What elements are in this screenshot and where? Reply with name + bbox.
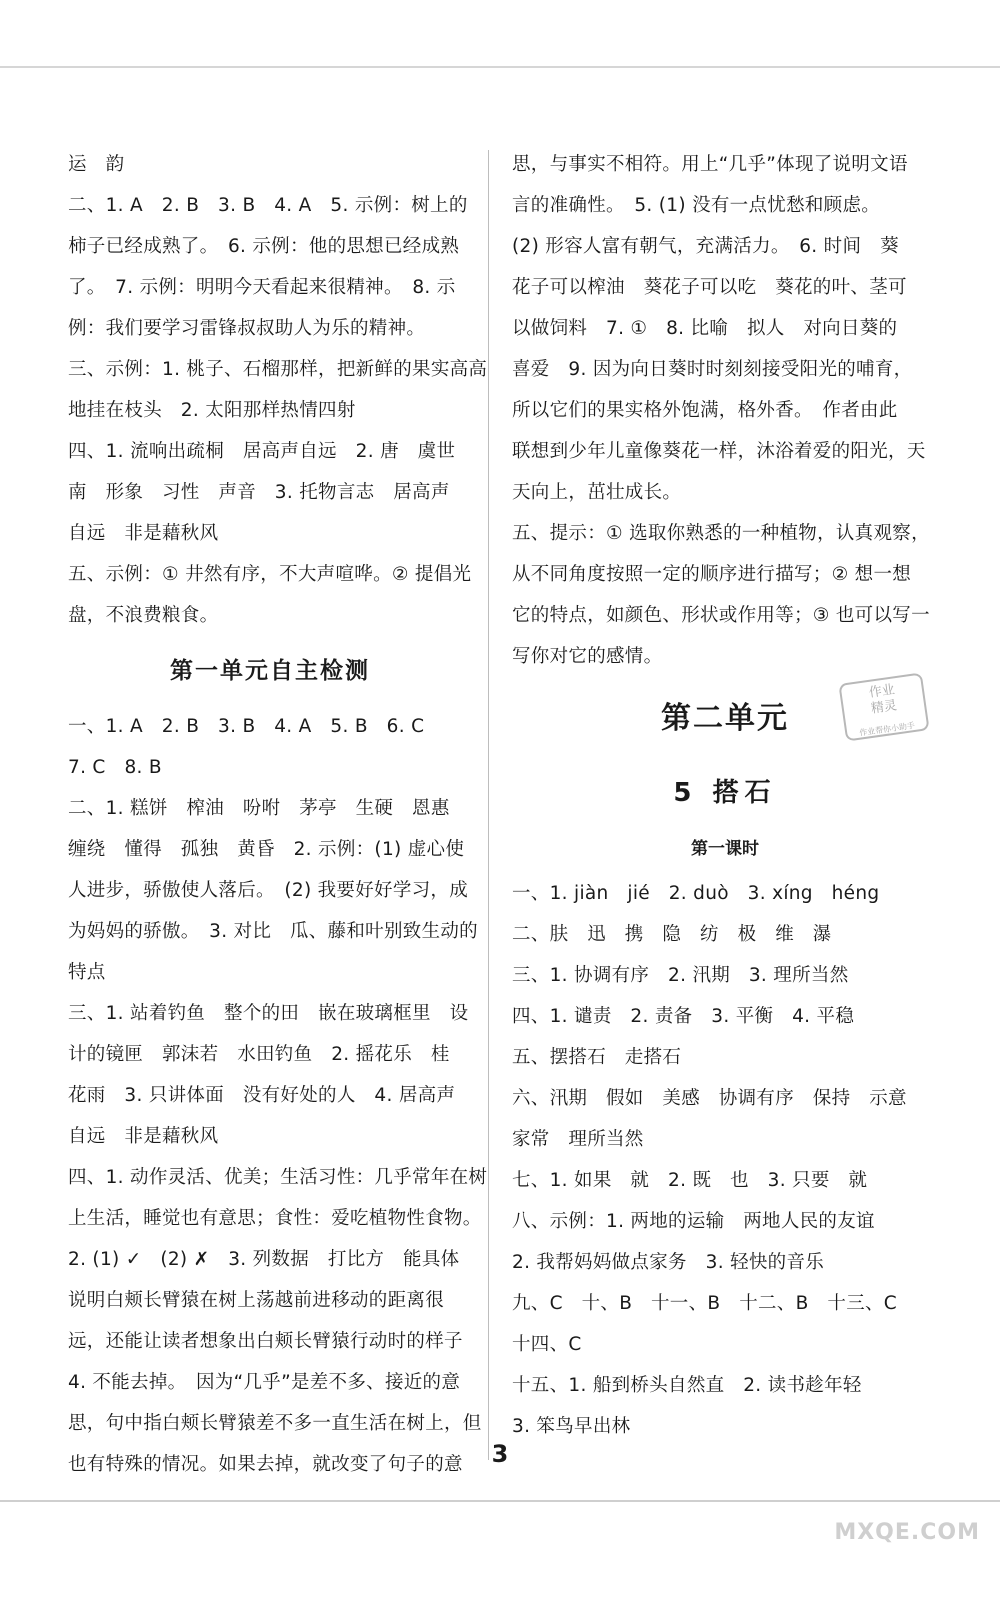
answer-line: 也有特殊的情况。如果去掉，就改变了句子的意	[68, 1454, 463, 1475]
answer-line: 计的镜匣 郭沫若 水田钓鱼 2. 摇花乐 桂	[68, 1044, 450, 1065]
answer-line: 自远 非是藉秋风	[68, 523, 219, 544]
answer-line: 二、1. A 2. B 3. B 4. A 5. 示例：树上的	[68, 195, 468, 216]
site-watermark: MXQE.COM	[834, 1520, 980, 1545]
answer-line: 一、1. A 2. B 3. B 4. A 5. B 6. C	[68, 716, 425, 737]
answer-line: 4. 不能去掉。 因为“几乎”是差不多、接近的意	[68, 1372, 461, 1393]
unit-heading: 第二单元	[661, 701, 789, 736]
answer-line: 言的准确性。 5. (1) 没有一点忧愁和顾虑。	[512, 195, 881, 216]
answer-line: 八、示例：1. 两地的运输 两地人民的友谊	[512, 1211, 875, 1232]
stamp-line1: 作业	[867, 682, 896, 701]
answer-line: (2) 形容人富有朝气，充满活力。 6. 时间 葵	[512, 236, 899, 257]
answer-line: 天向上，茁壮成长。	[512, 482, 682, 503]
answer-line: 南 形象 习性 声音 3. 托物言志 居高声	[68, 482, 450, 503]
answer-line: 为妈妈的骄傲。 3. 对比 瓜、藤和叶别致生动的	[68, 921, 478, 942]
answer-line: 联想到少年儿童像葵花一样，沐浴着爱的阳光，天	[512, 441, 926, 462]
answer-line: 自远 非是藉秋风	[68, 1126, 219, 1147]
answer-line: 四、1. 谴责 2. 责备 3. 平衡 4. 平稳	[512, 1006, 855, 1027]
lesson-heading: 5 搭石	[673, 778, 777, 808]
stamp-line3: 作业帮你小助手	[858, 720, 916, 738]
answer-line: 四、1. 动作灵活、优美；生活习性：几乎常年在树	[68, 1167, 488, 1188]
answer-line: 花子可以榨油 葵花子可以吃 葵花的叶、茎可	[512, 277, 907, 298]
answer-line: 运 韵	[68, 154, 125, 175]
answer-line: 盘，不浪费粮食。	[68, 605, 219, 626]
answer-line: 二、肤 迅 携 隐 纺 极 维 瀑	[512, 924, 832, 945]
answer-line: 写你对它的感情。	[512, 646, 663, 667]
answer-line: 了。 7. 示例：明明今天看起来很精神。 8. 示	[68, 277, 456, 298]
answer-line: 柿子已经成熟了。 6. 示例：他的思想已经成熟	[68, 236, 460, 257]
homework-stamp	[838, 672, 929, 741]
answer-line: 一、1. jiàn jié 2. duò 3. xíng héng	[512, 883, 880, 904]
answer-line: 九、C 十、B 十一、B 十二、B 十三、C	[512, 1293, 898, 1314]
answer-line: 十五、1. 船到桥头自然直 2. 读书趁年轻	[512, 1375, 862, 1396]
answer-line: 地挂在枝头 2. 太阳那样热情四射	[68, 400, 356, 421]
bottom-rule	[0, 1500, 1000, 1502]
answer-line: 家常 理所当然	[512, 1129, 644, 1150]
answer-line: 六、汛期 假如 美感 协调有序 保持 示意	[512, 1088, 907, 1109]
stamp-line2: 精灵	[870, 698, 898, 717]
top-rule	[0, 66, 1000, 68]
answer-line: 特点	[68, 962, 106, 983]
answer-line: 2. (1) ✓ (2) ✗ 3. 列数据 打比方 能具体	[68, 1249, 460, 1270]
answer-line: 上生活，睡觉也有意思；食性：爱吃植物性食物。	[68, 1208, 482, 1229]
answer-line: 五、提示：① 选取你熟悉的一种植物，认真观察，	[512, 523, 930, 544]
answer-line: 花雨 3. 只讲体面 没有好处的人 4. 居高声	[68, 1085, 456, 1106]
answer-line: 3. 笨鸟早出林	[512, 1416, 631, 1437]
lesson-subheading: 第一课时	[691, 839, 759, 859]
answer-line: 缠绕 懂得 孤独 黄昏 2. 示例：(1) 虚心使	[68, 839, 465, 860]
answer-line: 三、1. 协调有序 2. 汛期 3. 理所当然	[512, 965, 849, 986]
section-heading: 第一单元自主检测	[170, 658, 370, 684]
column-divider	[488, 150, 489, 1460]
right-column	[512, 144, 938, 1447]
answer-line: 从不同角度按照一定的顺序进行描写；② 想一想	[512, 564, 912, 585]
answer-line: 思，句中指白颊长臂猿差不多一直生活在树上，但	[68, 1413, 482, 1434]
answer-line: 三、1. 站着钓鱼 整个的田 嵌在玻璃框里 设	[68, 1003, 469, 1024]
answer-line: 人进步，骄傲使人落后。 (2) 我要好好学习，成	[68, 880, 469, 901]
answer-line: 7. C 8. B	[68, 757, 162, 778]
answer-line: 五、摆搭石 走搭石	[512, 1047, 682, 1068]
answer-line: 它的特点，如颜色、形状或作用等；③ 也可以写一	[512, 605, 930, 626]
answer-line: 十四、C	[512, 1334, 582, 1355]
page-number: 3	[491, 1440, 509, 1468]
answer-line: 远，还能让读者想象出白颊长臂猿行动时的样子	[68, 1331, 463, 1352]
answer-line: 2. 我帮妈妈做点家务 3. 轻快的音乐	[512, 1252, 825, 1273]
answer-line: 四、1. 流响出疏桐 居高声自远 2. 唐 虞世	[68, 441, 456, 462]
answer-line: 五、示例：① 井然有序，不大声喧哗。② 提倡光	[68, 564, 472, 585]
answer-line: 三、示例：1. 桃子、石榴那样，把新鲜的果实高高	[68, 359, 488, 380]
answer-line: 说明白颊长臂猿在树上荡越前进移动的距离很	[68, 1290, 445, 1311]
answer-line: 喜爱 9. 因为向日葵时时刻刻接受阳光的哺育，	[512, 359, 913, 380]
answer-line: 以做饲料 7. ① 8. 比喻 拟人 对向日葵的	[512, 318, 898, 339]
answer-line: 例：我们要学习雷锋叔叔助人为乐的精神。	[68, 318, 426, 339]
answer-line: 二、1. 糕饼 榨油 吩咐 茅亭 生硬 恩惠	[68, 798, 450, 819]
answer-line: 思，与事实不相符。用上“几乎”体现了说明文语	[512, 154, 908, 175]
answer-line: 七、1. 如果 就 2. 既 也 3. 只要 就	[512, 1170, 868, 1191]
left-column	[68, 144, 488, 1485]
answer-line: 所以它们的果实格外饱满，格外香。 作者由此	[512, 400, 898, 421]
